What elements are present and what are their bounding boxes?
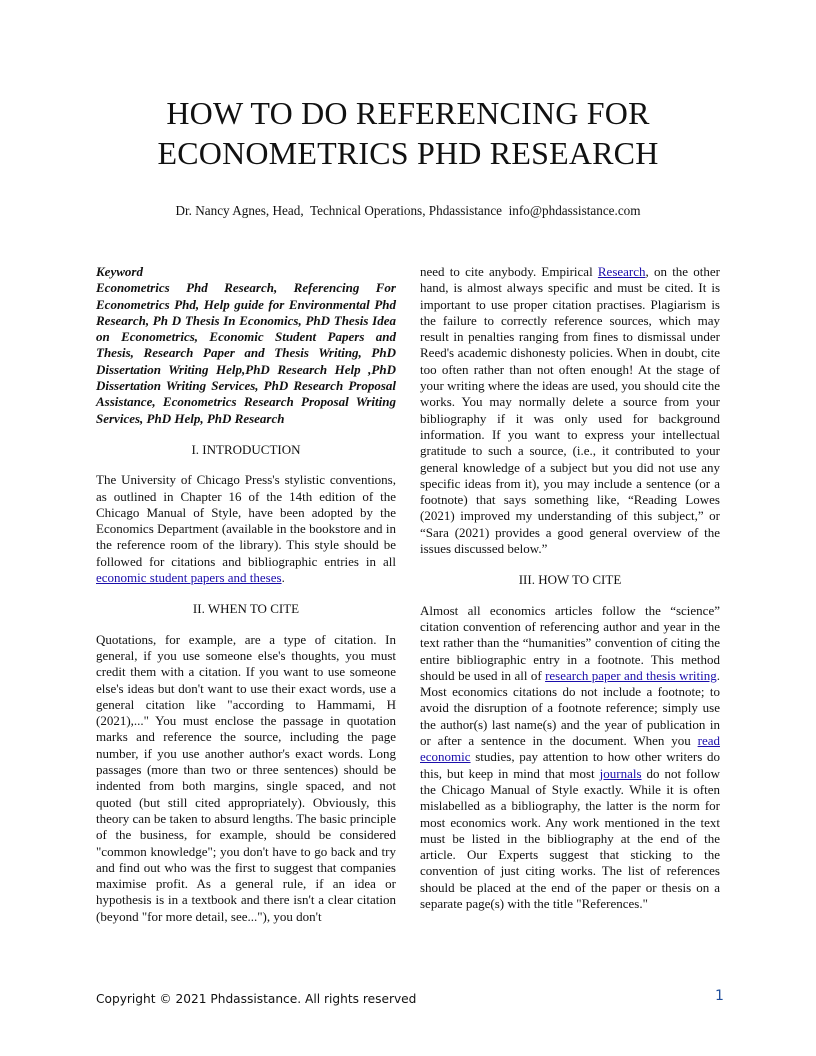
research-link[interactable]: Research (597, 264, 646, 279)
read-economic-link[interactable]: read economic (420, 733, 720, 765)
keywords-heading: Keyword (96, 264, 143, 279)
section-heading-introduction: I. INTRODUCTION (191, 441, 301, 457)
how-to-cite-text-d: do not follow the Chicago Manual of Style exactly. While it is often mislabelled as a bibliography, the latter is the norm for most economics work. Any work mentioned in the text must be listed in the bibliography at the end of the article. Our Experts suggest that sticking to the convention of just citing works. The list of references should be placed at the end of the paper or thesis on a separate page(s) with the title "References." (420, 765, 720, 911)
journals-link[interactable]: journals (599, 765, 642, 781)
title-line-1: HOW TO DO REFERENCING FOR (166, 95, 650, 131)
page-number: 1 (715, 988, 724, 1004)
research-paper-thesis-writing-link[interactable]: research paper and thesis writing (545, 667, 717, 683)
continued-text-b: , on the other hand, is almost always specific and must be cited. It is important to use proper citation practises. Plagiarism is the failure to correctly reference sources, which may result in penalties ranging from fines to dismissal under Reed's academic dishonesty policies. When in doubt, cite too often rather than not often enough! At the stage of your writing where the ideas are used, you should cite the works. You may normally delete a source from your bibliography if it was only used for background information. If you want to express your intellectual gratitude to such a source, (i.e., it contributed to your general knowledge of a subject but you did not use any specific ideas from it), you may include a sentence (or a footnote) that says something like, “Reading Lowes (2021) improved my understanding of this subject,” or “Sara (2021) provides a good general overview of the issues discussed below.” (420, 264, 720, 557)
when-to-cite-paragraph: Quotations, for example, are a type of citation. In general, if you use someone else's thoughts, you must credit them with a citation. If you want to use someone else's ideas but don't want to use their exact words, use a general citation like "according to Hammami, H (2021),..." You must enclose the passage in quotation marks and reference the source, including the page number, if you use another author's exact words. Long passages (more than two or three sentences) should be indented from both margins, single spaced, and not quoted (but still cited appropriately). Obviously, this theory can be taken to absurd lengths. The basic principle of the business, for example, should be considered "common knowledge"; you don't have to go back and try and find out who was the first to suggest that companies maximise profit. As a general rule, if an idea or hypothesis is in a textbook and there isn't a clear citation (beyond "for more detail, see..."), you don't (96, 631, 396, 924)
title-line-2: ECONOMETRICS PHD RESEARCH (157, 135, 659, 171)
how-to-cite-text-c: studies, pay attention to how other writers do this, but keep in mind that most (420, 749, 720, 781)
how-to-cite-text-a: Almost all economics articles follow the “science” citation convention of referencing author and year in the text rather than the “humanities” convention of citing the entire bibliographic entry in a footnote. This method should be used in all of (420, 602, 720, 683)
economic-student-papers-link[interactable]: economic student papers and theses (96, 570, 282, 586)
keywords-text: Econometrics Phd Research, Referencing For Econometrics Phd, Help guide for Environmental Phd Research, Ph D Thesis In Economics, PhD Thesis Idea on Econometrics, Economic Student Papers and Thesis, Research Paper and Thesis Writing, PhD Dissertation Writing Help,PhD Research Help ,PhD Dissertation Writing Services, PhD Research Proposal Assistance, Econometrics Research Proposal Writing Services, PhD Help, PhD Research (96, 280, 396, 426)
introduction-text: The University of Chicago Press's stylistic conventions, as outlined in Chapter 16 of the 14th edition of the Chicago Manual of Style, have been adopted by the Economics Department (available in the bookstore and in the reference room of the library). This style should be followed for citations and bibliographic entries in all (96, 472, 396, 569)
left-column (96, 264, 396, 925)
introduction-end: . (281, 570, 285, 586)
right-column (420, 264, 720, 912)
how-to-cite-text-b: . Most economics citations do not include a footnote; to avoid the disruption of a footnote reference; simply use the author(s) last name(s) and the year of publication in or after a sentence in the document. When you (420, 667, 720, 749)
document-title (96, 93, 720, 173)
continued-text-a: need to cite anybody. Empirical (420, 264, 598, 279)
author-line: Dr. Nancy Agnes, Head, Technical Operations, Phdassistance info@phdassistance.com (175, 203, 641, 218)
footer-copyright: Copyright © 2021 Phdassistance. All rights reserved (96, 992, 417, 1006)
introduction-paragraph (96, 472, 396, 586)
when-to-cite-continued-paragraph (420, 264, 720, 557)
section-heading-how-to-cite: III. HOW TO CITE (518, 572, 622, 588)
how-to-cite-paragraph (420, 603, 720, 913)
section-heading-when-to-cite: II. WHEN TO CITE (192, 601, 300, 617)
